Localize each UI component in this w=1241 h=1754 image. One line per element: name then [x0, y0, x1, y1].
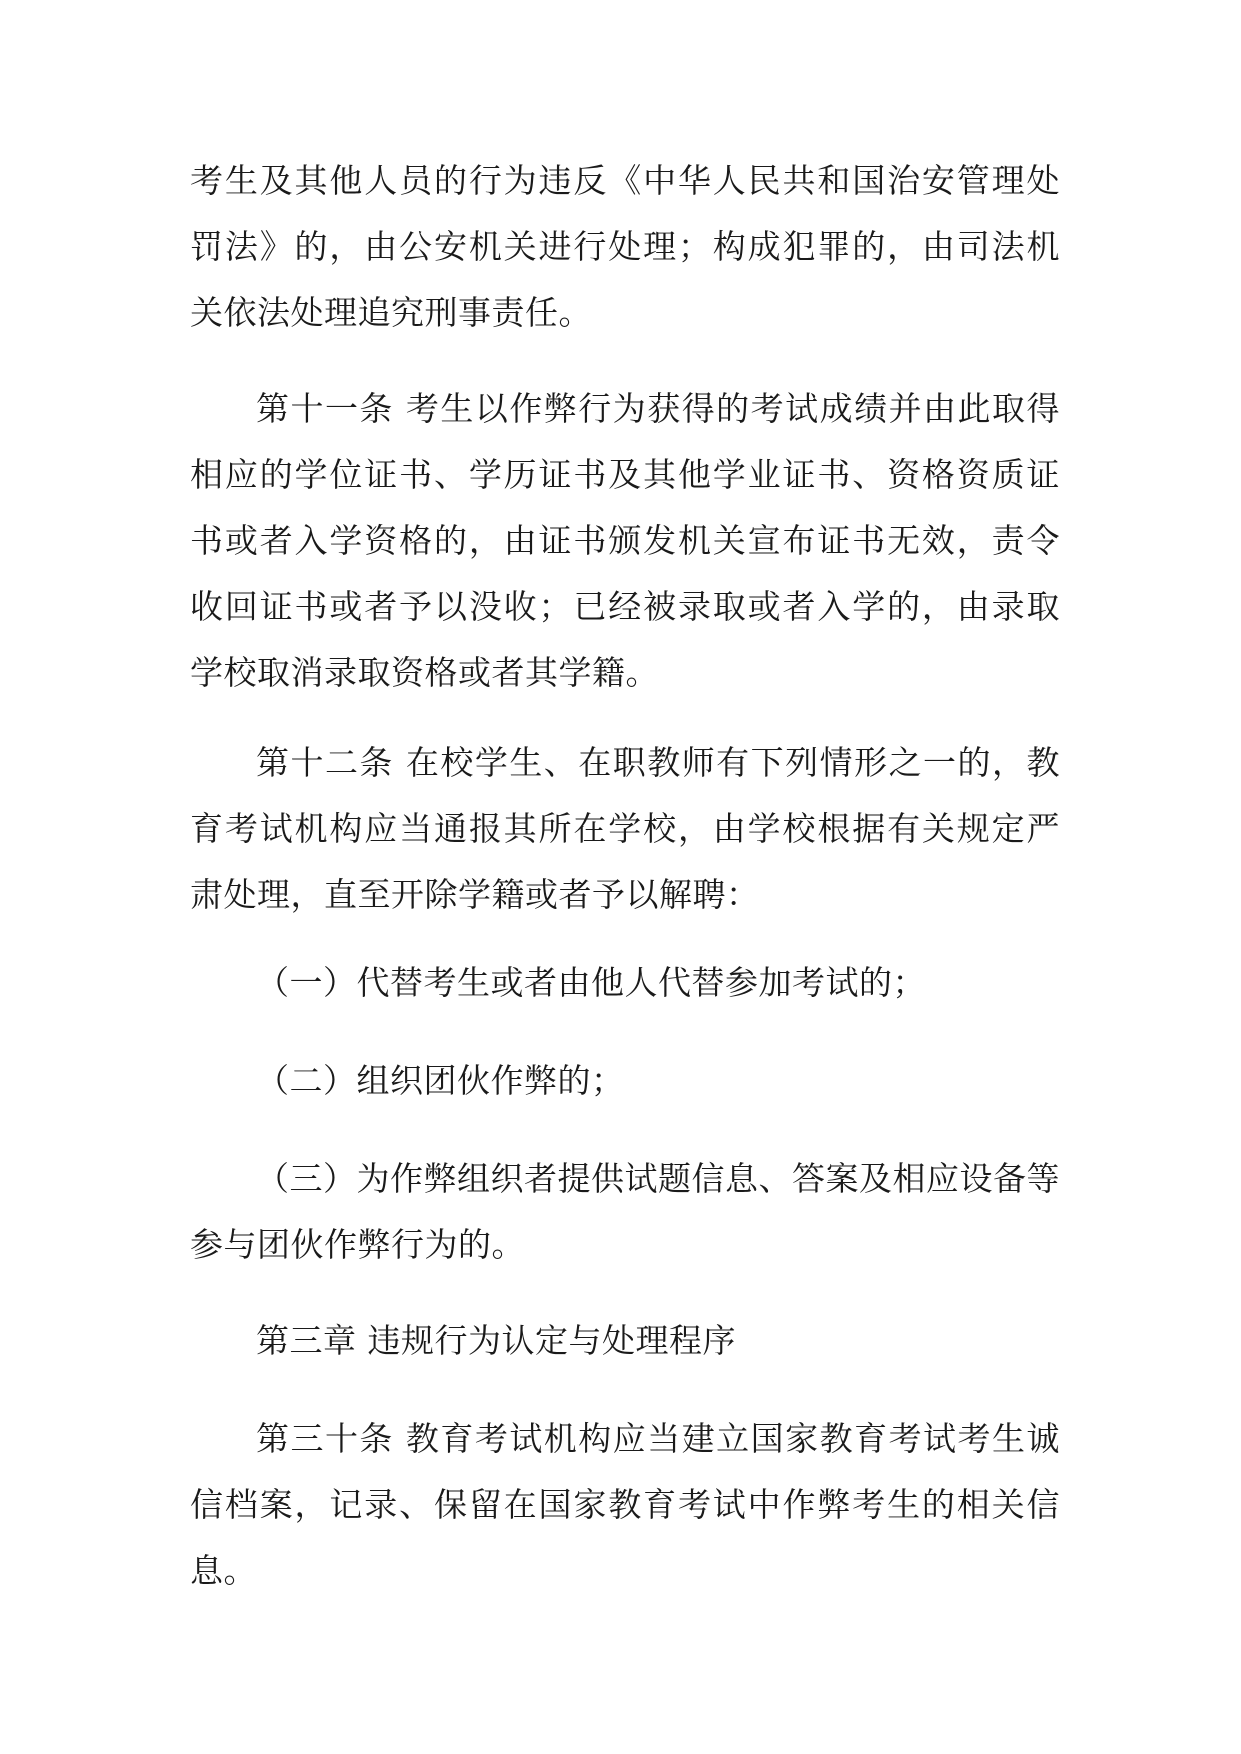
paragraph-article-30: 第三十条 教育考试机构应当建立国家教育考试考生诚信档案，记录、保留在国家教育考试中作弊考生的相关信息。: [190, 1419, 1060, 1590]
paragraph-article-11: 第十一条 考生以作弊行为获得的考试成绩并由此取得相应的学位证书、学历证书及其他学业证书、资格资质证书或者入学资格的，由证书颁发机关宣布证书无效，责令收回证书或者予以没收；已经被录取或者入学的，由录取学校取消录取资格或者其学籍。: [190, 389, 1060, 692]
list-item-1: （一）代替考生或者由他人代替参加考试的；: [256, 963, 926, 1002]
paragraph-penalty-law: 考生及其他人员的行为违反《中华人民共和国治安管理处罚法》的，由公安机关进行处理；构成犯罪的，由司法机关依法处理追究刑事责任。: [190, 161, 1060, 332]
paragraph-article-12: 第十二条 在校学生、在职教师有下列情形之一的，教育考试机构应当通报其所在学校，由学校根据有关规定严肃处理，直至开除学籍或者予以解聘：: [190, 743, 1060, 914]
list-item-2: （二）组织团伙作弊的；: [256, 1061, 625, 1100]
list-item-3: （三）为作弊组织者提供试题信息、答案及相应设备等参与团伙作弊行为的。: [190, 1159, 1060, 1264]
chapter-heading: 第三章 违规行为认定与处理程序: [256, 1321, 736, 1360]
